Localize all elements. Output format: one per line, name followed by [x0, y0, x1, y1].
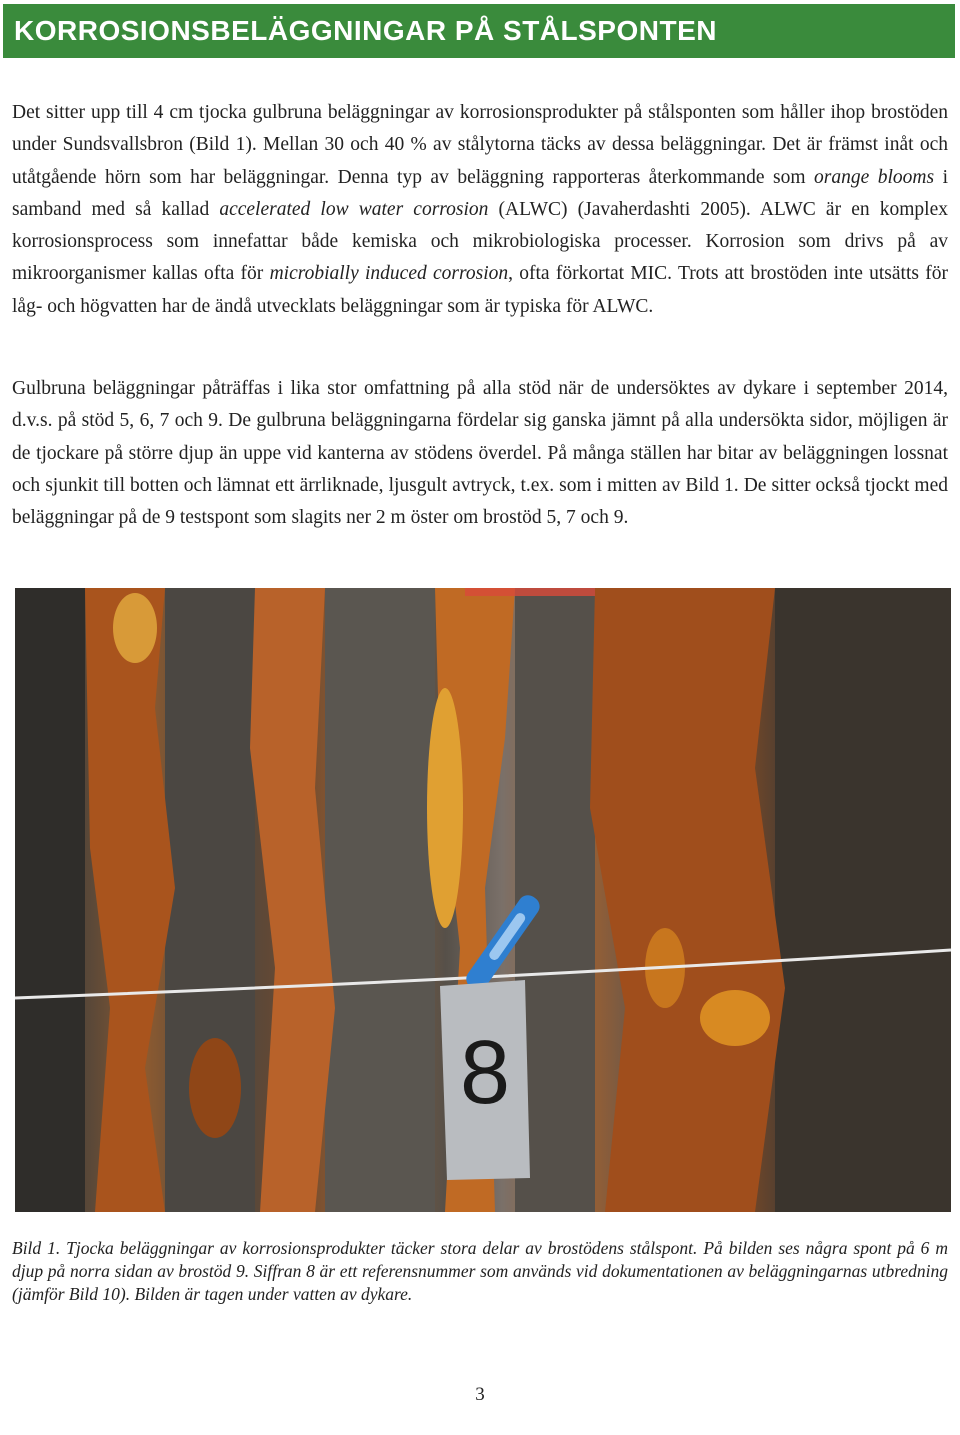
page-number: 3: [475, 1384, 485, 1405]
italic-term: microbially induced corrosion: [269, 263, 509, 285]
rust-band-4: [590, 588, 785, 1212]
section-header-bar: [3, 4, 955, 58]
rust-bloom-2: [700, 990, 770, 1046]
pile-dark-right: [775, 588, 951, 1212]
pile-dark-left: [15, 588, 85, 1212]
text-run: i samband med så kallad: [12, 166, 948, 220]
yellow-scar: [427, 688, 463, 928]
pile-gray-2: [325, 588, 435, 1212]
section-title: KORROSIONSBELÄGGNINGAR PÅ STÅLSPONTEN: [14, 15, 717, 46]
body-paragraph-2: [12, 373, 948, 534]
figure-caption: Bild 1. Tjocka beläggningar av korrosionsprodukter täcker stora delar av brostödens stålspont. På bilden ses några spont på 6 m djup på norra sidan av brostöd 9. Siffran 8 är ett referensnummer som används vid dokumentationen av beläggningarnas utbredning (jämför Bild 10). Bilden är tagen under vatten av dykare.: [12, 1238, 948, 1304]
photo-illustration: [15, 588, 951, 1212]
text-run: Det sitter upp till 4 cm tjocka gulbruna beläggningar av korrosionsprodukter på stålsponten som håller ihop brostöden under Sundsvallsbron (Bild 1). Mellan 30 och 40 % av stålytorna täcks av dessa beläggningar. Det är främst inåt och utåtgående hörn som har beläggningar. Denna typ av beläggning rapporteras återkommande som: [12, 102, 948, 188]
tag-label: 8: [459, 1023, 511, 1123]
text-run: Gulbruna beläggningar påträffas i lika stor omfattning på alla stöd när de undersöktes av dykare i september 2014, d.v.s. på stöd 5, 6, 7 och 9. De gulbruna beläggningarna fördelar sig ganska jämnt på alla undersökta sidor, möjligen är de tjockare på större djup än uppe vid kanterna av stödens överdel. På många ställen har bitar av beläggningen lossnat och sjunkit till botten och lämnat ett ärrliknade, ljusgult avtryck, t.ex. som i mitten av Bild 1. De sitter också tjockt med beläggningar på de 9 testspont som slagits ner 2 m öster om brostöd 5, 7 och 9.: [12, 378, 948, 529]
red-mark: [465, 588, 595, 596]
rust-bloom-1: [113, 593, 157, 663]
italic-term: orange blooms: [814, 166, 935, 188]
italic-term: accelerated low water corrosion: [219, 198, 489, 220]
rust-band-2: [250, 588, 335, 1212]
text-run: , ofta förkortat MIC. Trots att brostöden inte utsätts för låg- och högvatten har de ändå utvecklats beläggningar som är typiska för ALWC.: [12, 263, 948, 317]
rust-band-1: [85, 588, 175, 1212]
body-paragraph-1: [12, 97, 948, 323]
photo-corroded-sheet-piles: [15, 588, 951, 1212]
rust-bloom-4: [189, 1038, 241, 1138]
text-run: (ALWC) (Javaherdashti 2005). ALWC är en komplex korrosionsprocess som innefattar både kemiska och mikrobiologiska processer. Korrosion som drivs på av mikroorganismer kallas ofta för: [12, 198, 949, 285]
